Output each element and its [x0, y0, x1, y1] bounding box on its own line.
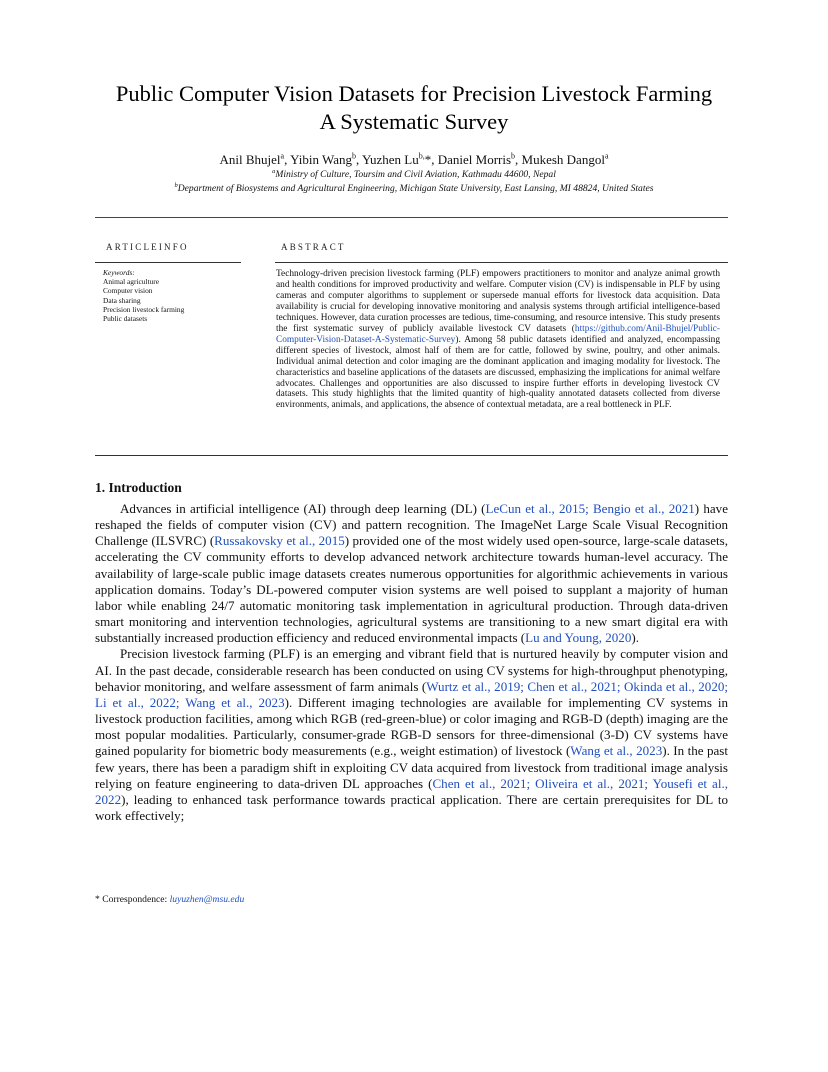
abstract-bottom-divider [95, 455, 728, 456]
keyword: Animal agriculture [103, 277, 160, 287]
dataset-repository-link[interactable]: https://github.com/Anil-Bhujel/Public-Computer-Vision-Dataset-A-Systematic-Survey [276, 323, 720, 345]
keywords-label: Keywords: [103, 268, 135, 277]
correspondence-footnote: * Correspondence: luyuzhen@msu.edu [95, 894, 245, 905]
paper-title [60, 80, 768, 136]
title-line-2: A Systematic Survey [319, 109, 509, 134]
author: Yibin Wang$^b$, [290, 152, 363, 168]
citation-link[interactable]: Wang et al., 2023 [570, 743, 663, 759]
introduction-body [95, 501, 728, 824]
citation-link[interactable]: Lu and Young, 2020 [525, 630, 632, 646]
affiliation-b: $^b$Department of Biosystems and Agricultural Engineering, Michigan State University, East Lansing, MI 48824, United States [174, 182, 654, 195]
section-heading-introduction: 1. Introduction [95, 480, 182, 495]
keyword: Data sharing [103, 295, 141, 305]
correspondence-email-link[interactable]: luyuzhen@msu.edu [169, 894, 245, 905]
abstract-text: Technology-driven precision livestock farming (PLF) empowers practitioners to monitor and analyze animal growth and health conditions for improved productivity and welfare. Computer vision (CV) is indispensable in PLF by using cameras and computer algorithms to supplement or supersede manual efforts for livestock data acquisition. Data availability is crucial for developing innovative monitoring and analysis systems through artificial intelligence-based techniques. However, data curation processes are tedious, time-consuming, and resource intensive. This study presents the first systematic survey of publicly available livestock CV datasets (https://github.com/Anil-Bhujel/Public-Computer-Vision-Dataset-A-Systematic-Survey). Among 58 public datasets identified and analyzed, encompassing different species of livestock, almost half of them are for cattle, followed by swine, poultry, and other animals. Individual animal detection and color imaging are the dominant application and imaging modality for livestock. The characteristics and baseline applications of the datasets are discussed, emphasizing the implications for animal welfare advocates. Challenges and opportunities are also discussed to inspire further efforts in developing livestock CV datasets. This study highlights that the limited quantity of high-quality annotated datasets collected from diverse environments, animals, and applications, the absence of contextual metadata, are a real bottleneck in PLF. [276, 269, 720, 411]
citation-link[interactable]: Wurtz et al., 2019; Chen et al., 2021; Okinda et al., 2020; Li et al., 2022; Wang et al., 2023 [95, 678, 728, 710]
article-info-divider [95, 262, 241, 263]
header-divider [95, 217, 728, 218]
author: Anil Bhujel$^a$, [219, 152, 291, 168]
paragraph: Advances in artificial intelligence (AI) through deep learning (DL) (LeCun et al., 2015; Bengio et al., 2021) have reshaped the fields of computer vision (CV) and pattern recognition. The ImageNet Large Scale Visual Recognition Challenge (ILSVRC) (Russakovsky et al., 2015) provided one of the most widely used open-source, large-scale datasets, accelerating the CV community efforts to develop advanced network architecture towards human-level accuracy. The availability of large-scale public image datasets creates numerous opportunities for algorithmic achievements in various application domains. Today’s DL-powered computer vision systems are well poised to supplant a majority of human labor while enabling 24/7 automatic monitoring task implementation in agricultural production. Through data-driven smart monitoring and intervention technologies, agricultural systems are transitioning to a new smart digital era with substantially increased production efficiency and reduced environmental impacts (Lu and Young, 2020). [95, 501, 728, 646]
keyword: Public datasets [103, 314, 148, 324]
author: Yuzhen $Lu^{b,}*$, [362, 152, 438, 168]
paragraph: Precision livestock farming (PLF) is an emerging and vibrant field that is nurtured heavily by computer vision and AI. In the past decade, considerable research has been conducted on using CV systems for high-throughput phenotyping, behavior monitoring, and welfare assessment of farm animals (Wurtz et al., 2019; Chen et al., 2021; Okinda et al., 2020; Li et al., 2022; Wang et al., 2023). Different imaging technologies are available for implementing CV systems in livestock production facilities, among which RGB (red-green-blue) or color imaging and RGB-D (depth) imaging are the most popular modalities. Particularly, consumer-grade RGB-D sensors for three-dimensional (3-D) CV systems have gained popularity for biometric body measurements (e.g., weight estimation) of livestock (Wang et al., 2023). In the past few years, there has been a paradigm shift in exploiting CV data acquired from livestock from traditional image analysis relying on feature engineering to data-driven DL approaches (Chen et al., 2021; Oliveira et al., 2021; Yousefi et al., 2022), leading to enhanced task performance towards practical application. There are certain prerequisites for DL to work effectively; [95, 646, 729, 823]
abstract-divider [275, 262, 728, 263]
citation-link[interactable]: Chen et al., 2021; Oliveira et al., 2021; Yousefi et al., 2022 [95, 775, 728, 807]
keywords-block [103, 268, 243, 323]
citation-link[interactable]: LeCun et al., 2015; Bengio et al., 2021 [485, 501, 695, 516]
author: Daniel Morris$^b$, [437, 152, 522, 168]
author: Mukesh Dangol$^a$ [521, 152, 609, 168]
keyword: Computer vision [103, 286, 153, 296]
citation-link[interactable]: Russakovsky et al., 2015 [214, 533, 345, 549]
article-info-heading: ARTICLEINFO [106, 242, 189, 252]
keyword: Precision livestock farming [103, 304, 185, 314]
title-line-1: Public Computer Vision Datasets for Precision Livestock Farming [115, 81, 713, 106]
abstract-heading: ABSTRACT [281, 242, 346, 252]
affiliation-a: $^a$Ministry of Culture, Toursim and Civil Aviation, Kathmadu 44600, Nepal [272, 168, 556, 181]
